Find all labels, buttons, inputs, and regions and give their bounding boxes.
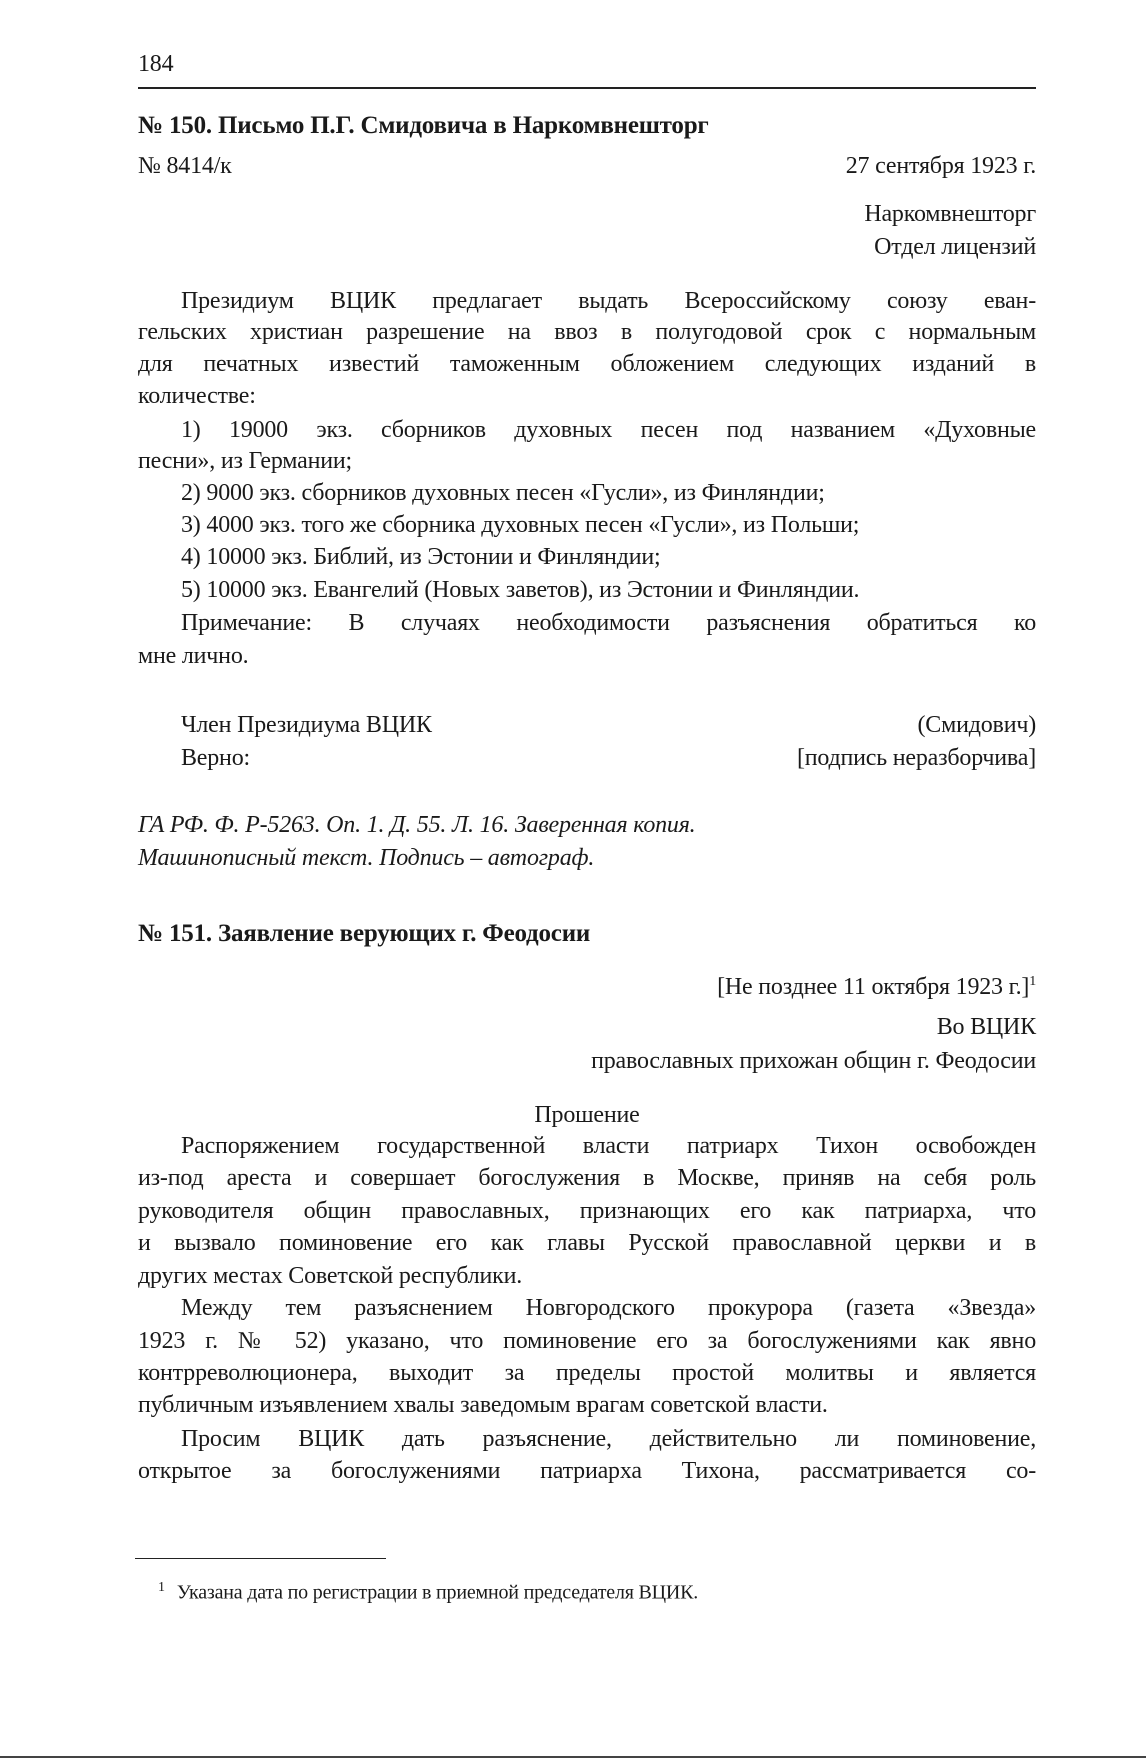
header-rule xyxy=(138,87,1036,89)
list-item: 5) 10000 экз. Евангелий (Новых заветов), из Эстонии и Финляндии. xyxy=(181,577,860,603)
signer-title: Член Президиума ВЦИК xyxy=(181,712,432,738)
body-line: Между тем разъяснением Новгородского прокурора (газета «Звезда» xyxy=(181,1295,1036,1321)
page-number: 184 xyxy=(138,51,174,77)
doc151-title: № 151. Заявление верующих г. Феодосии xyxy=(138,920,591,947)
verified-label: Верно: xyxy=(181,745,250,771)
body-line: Просим ВЦИК дать разъяснение, действительно ли поминовение, xyxy=(181,1426,1036,1452)
list-item: 3) 4000 экз. того же сборника духовных песен «Гусли», из Польши; xyxy=(181,512,860,538)
body-line: руководителя общин православных, признающих его как патриарха, что xyxy=(138,1198,1036,1224)
footnote-rule xyxy=(135,1558,386,1559)
body-line: из-под ареста и совершает богослужения в Москве, приняв на себя роль xyxy=(138,1165,1036,1191)
body-line: гельских христиан разрешение на ввоз в полугодовой срок с нормальным xyxy=(138,319,1036,345)
footnote xyxy=(158,1572,1028,1604)
list-item: песни», из Германии; xyxy=(138,448,352,474)
body-line: 1923 г. № 52) указано, что поминовение его за богослужениями как явно xyxy=(138,1328,1036,1354)
doc151-date xyxy=(138,966,1036,998)
list-item: 2) 9000 экз. сборников духовных песен «Гусли», из Финляндии; xyxy=(181,480,825,506)
doc150-title: № 150. Письмо П.Г. Смидовича в Наркомвнешторг xyxy=(138,112,709,139)
body-line: Распоряжением государственной власти патриарх Тихон освобожден xyxy=(181,1133,1036,1159)
body-line: Президиум ВЦИК предлагает выдать Всероссийскому союзу еван- xyxy=(181,288,1036,314)
body-line: открытое за богослужениями патриарха Тихона, рассматривается со- xyxy=(138,1458,1036,1484)
doc150-date: 27 сентября 1923 г. xyxy=(845,153,1036,179)
signer-name: (Смидович) xyxy=(917,712,1036,738)
body-line: количестве: xyxy=(138,383,256,409)
doc151-date-text: [Не позднее 11 октября 1923 г.] xyxy=(717,974,1030,1000)
verified-signature: [подпись неразборчива] xyxy=(796,745,1036,771)
archive-source: ГА РФ. Ф. Р-5263. Оп. 1. Д. 55. Л. 16. Заверенная копия. xyxy=(138,812,696,838)
footnote-number: 1 xyxy=(158,1580,165,1595)
doc150-addressee: Отдел лицензий xyxy=(874,234,1036,260)
body-line: для печатных известий таможенным обложением следующих изданий в xyxy=(138,351,1036,377)
note-line: Примечание: В случаях необходимости разъяснения обратиться ко xyxy=(181,610,1036,636)
doc150-addressee: Наркомвнешторг xyxy=(864,201,1036,227)
note-line: мне лично. xyxy=(138,643,249,669)
body-line: контрреволюционера, выходит за пределы простой молитвы и является xyxy=(138,1360,1036,1386)
list-item: 1) 19000 экз. сборников духовных песен под названием «Духовные xyxy=(181,417,1036,443)
body-line: публичным изъявлением хвалы заведомым врагам советской власти. xyxy=(138,1392,828,1418)
footnote-ref: 1 xyxy=(1029,974,1036,989)
doc151-heading: Прошение xyxy=(534,1102,640,1128)
archive-source: Машинописный текст. Подпись – автограф. xyxy=(138,845,595,871)
footnote-text: Указана дата по регистрации в приемной председателя ВЦИК. xyxy=(176,1581,699,1604)
doc151-addressee: православных прихожан общин г. Феодосии xyxy=(591,1048,1036,1074)
list-item: 4) 10000 экз. Библий, из Эстонии и Финляндии; xyxy=(181,544,661,570)
doc150-number: № 8414/к xyxy=(138,153,232,179)
doc151-addressee: Во ВЦИК xyxy=(936,1014,1036,1040)
body-line: и вызвало поминовение его как главы Русской православной церкви и в xyxy=(138,1230,1036,1256)
body-line: других местах Советской республики. xyxy=(138,1263,523,1289)
